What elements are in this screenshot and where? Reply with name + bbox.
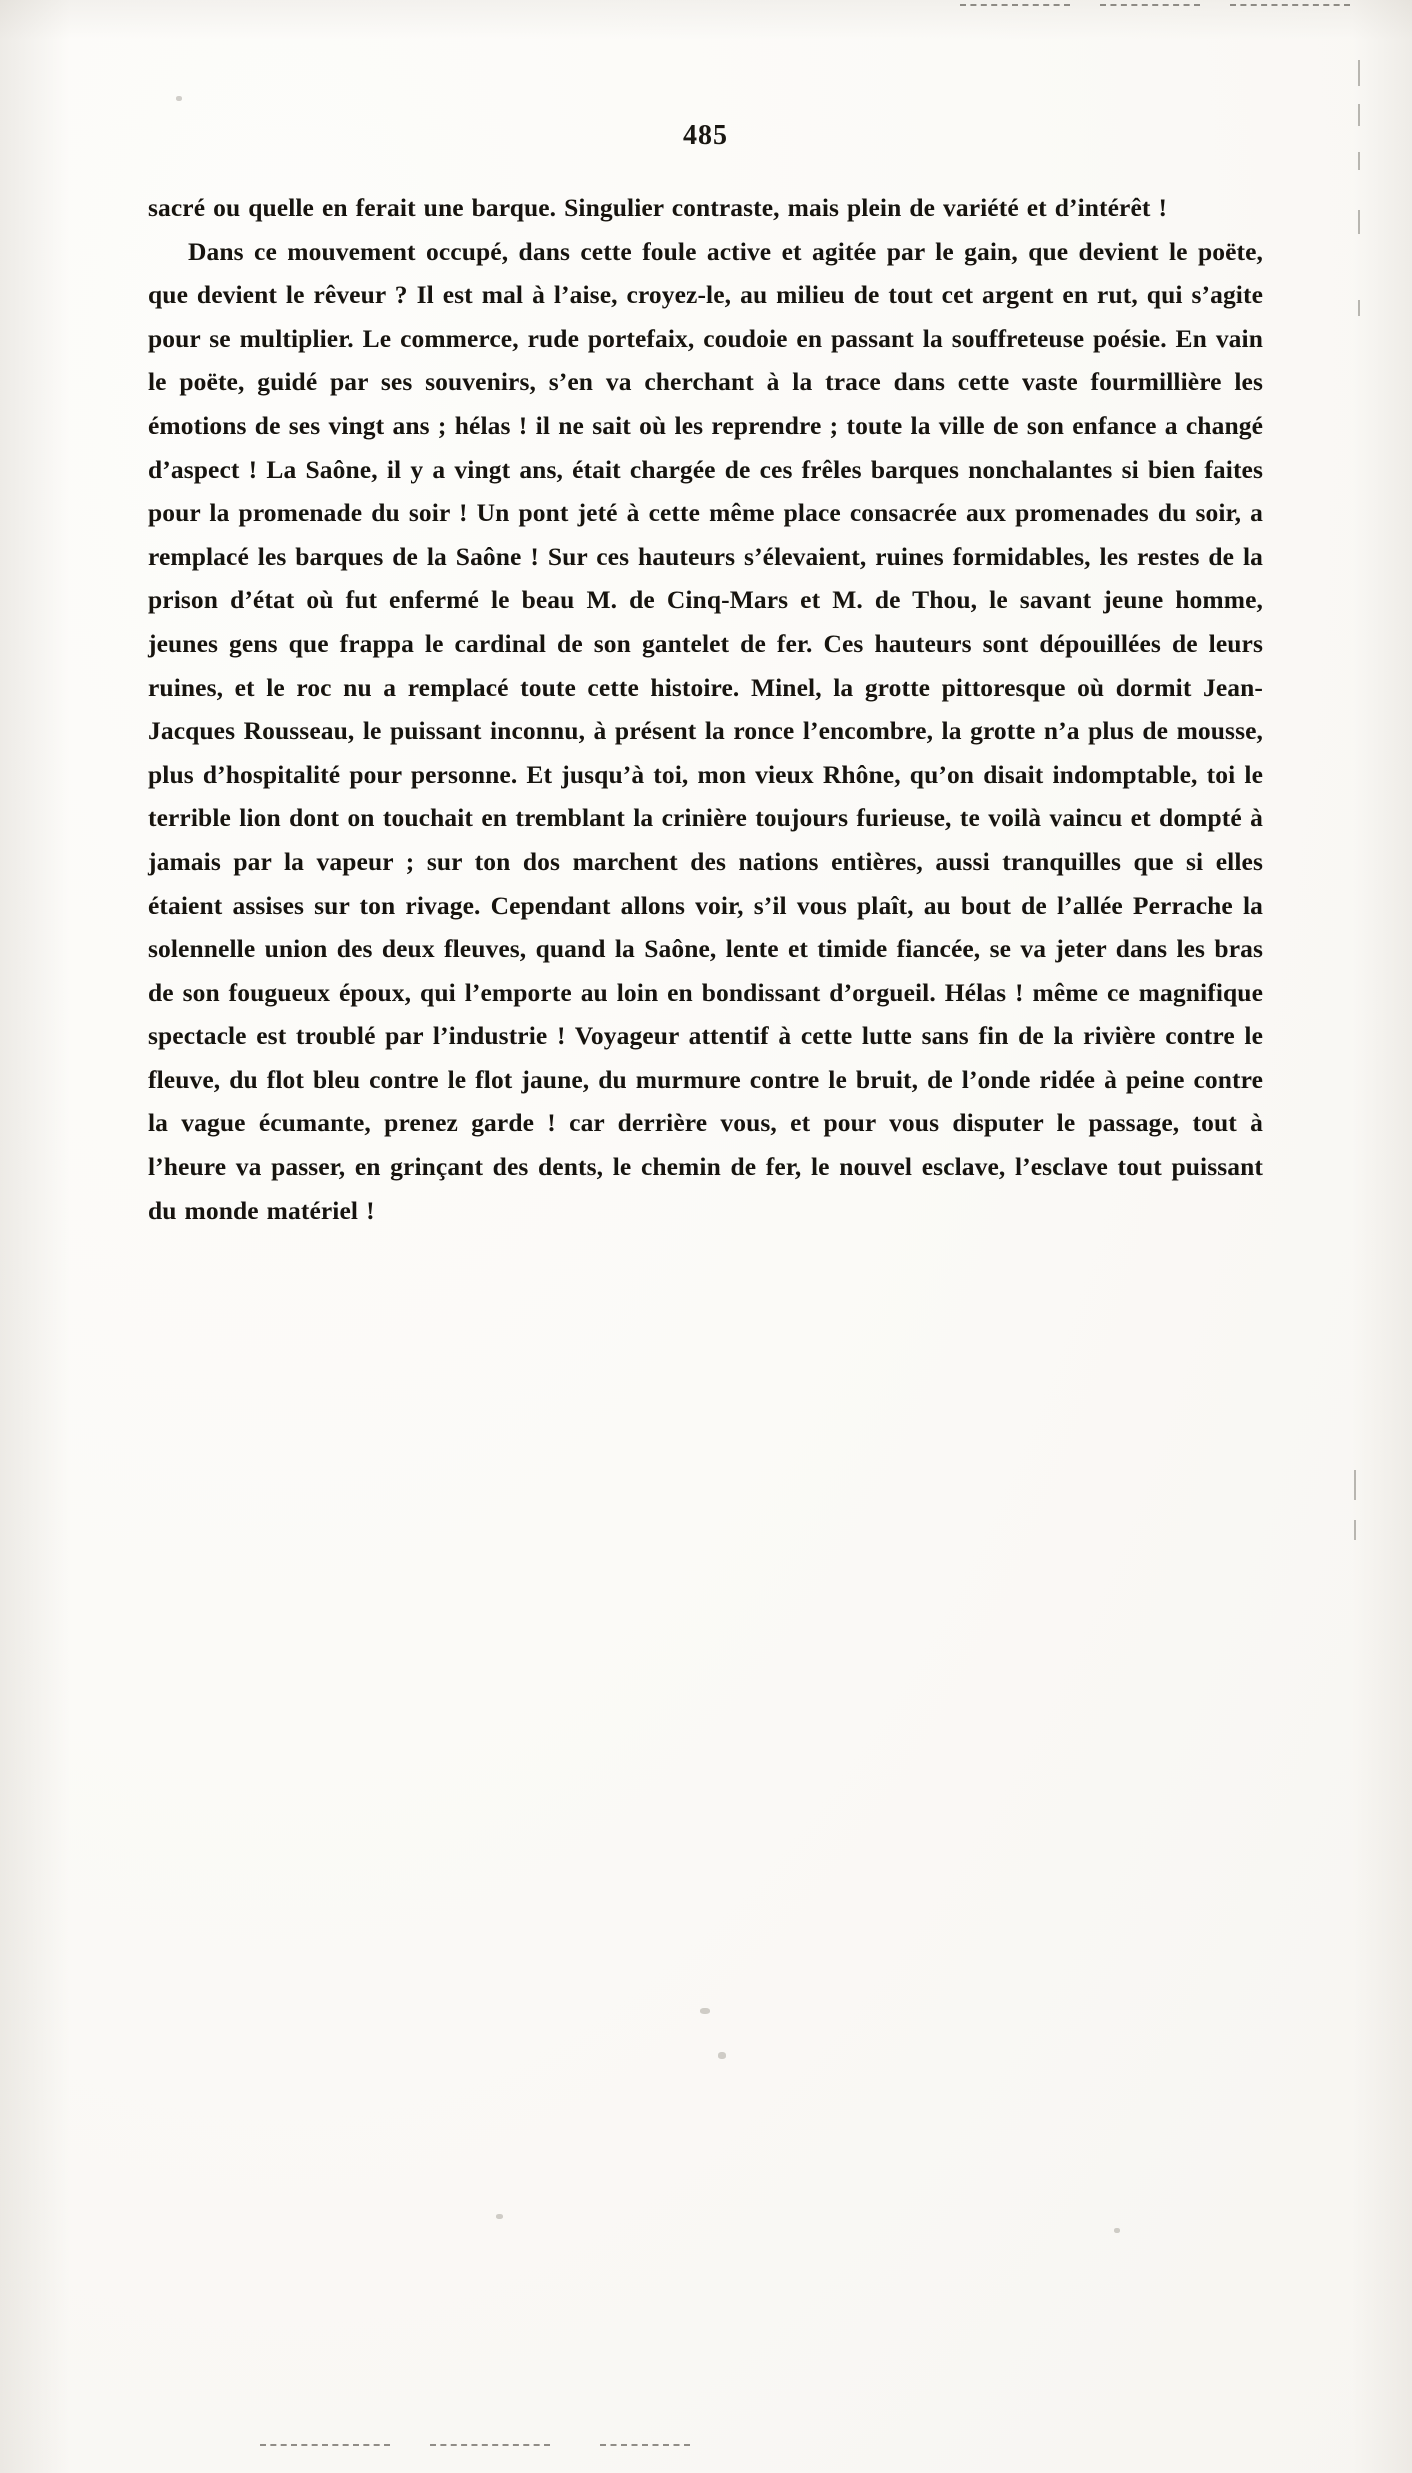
- scan-artifact: [1358, 104, 1360, 126]
- scan-speck: [1114, 2228, 1120, 2233]
- paragraph-main: Dans ce mouvement occupé, dans cette foule active et agitée par le gain, que devient le poëte, que devient le rêveur ? Il est mal à l’aise, croyez-le, au milieu de tout cet argent en rut, qui s’agite pour se multiplier. Le commerce, rude portefaix, coudoie en passant la souffreteuse poésie. En vain le poëte, guidé par ses souvenirs, s’en va cherchant à la trace dans cette vaste fourmillière les émotions de ses vingt ans ; hélas ! il ne sait où les reprendre ; toute la ville de son enfance a changé d’aspect ! La Saône, il y a vingt ans, était chargée de ces frêles barques nonchalantes si bien faites pour la promenade du soir ! Un pont jeté à cette même place consacrée aux promenades du soir, a remplacé les barques de la Saône ! Sur ces hauteurs s’élevaient, ruines formidables, les restes de la prison d’état où fut enfermé le beau M. de Cinq-Mars et M. de Thou, le savant jeune homme, jeunes gens que frappa le cardinal de son gantelet de fer. Ces hauteurs sont dépouillées de leurs ruines, et le roc nu a remplacé toute cette histoire. Minel, la grotte pittoresque où dormit Jean-Jacques Rousseau, le puissant inconnu, à présent la ronce l’encombre, la grotte n’a plus de mousse, plus d’hospitalité pour personne. Et jusqu’à toi, mon vieux Rhône, qu’on disait indomptable, toi le terrible lion dont on touchait en tremblant la crinière toujours furieuse, te voilà vaincu et dompté à jamais par la vapeur ; sur ton dos marchent des nations entières, aussi tranquilles que si elles étaient assises sur ton rivage. Cependant allons voir, s’il vous plaît, au bout de l’allée Perrache la solennelle union des deux fleuves, quand la Saône, lente et timide fiancée, se va jeter dans les bras de son fougueux époux, qui l’emporte au loin en bondissant d’orgueil. Hélas ! même ce magnifique spectacle est troublé par l’industrie ! Voyageur attentif à cette lutte sans fin de la rivière contre le fleuve, du flot bleu contre le flot jaune, du murmure contre le bruit, de l’onde ridée à peine contre la vague écumante, prenez garde ! car derrière vous, et pour vous disputer le passage, tout à l’heure va passer, en grinçant des dents, le chemin de fer, le nouvel esclave, l’esclave tout puissant du monde matériel !: [148, 236, 1263, 1225]
- page-text-column: [148, 120, 1263, 1232]
- scan-artifact: [1358, 210, 1360, 234]
- crop-mark-icon: [260, 2444, 390, 2446]
- paragraph-continuation: sacré ou quelle en ferait une barque. Singulier contraste, mais plein de variété et d’intérêt !: [148, 193, 1168, 222]
- crop-mark-icon: [1100, 4, 1200, 6]
- page-edge-shadow-top: [0, 0, 1412, 40]
- page-number: 485: [683, 120, 728, 151]
- crop-mark-icon: [1230, 4, 1350, 6]
- crop-mark-icon: [600, 2444, 690, 2446]
- scan-artifact: [1354, 1470, 1356, 1500]
- scan-speck: [700, 2008, 710, 2014]
- scan-artifact: [1358, 60, 1360, 86]
- scan-artifact: [1358, 300, 1360, 316]
- scan-speck: [718, 2052, 726, 2059]
- scan-speck: [176, 96, 182, 101]
- page-edge-shadow-right: [1352, 0, 1412, 2473]
- scan-speck: [496, 2214, 503, 2219]
- crop-mark-icon: [430, 2444, 550, 2446]
- scan-artifact: [1354, 1520, 1356, 1540]
- page-edge-shadow-left: [0, 0, 70, 2473]
- scan-artifact: [1358, 152, 1360, 170]
- crop-mark-icon: [960, 4, 1070, 6]
